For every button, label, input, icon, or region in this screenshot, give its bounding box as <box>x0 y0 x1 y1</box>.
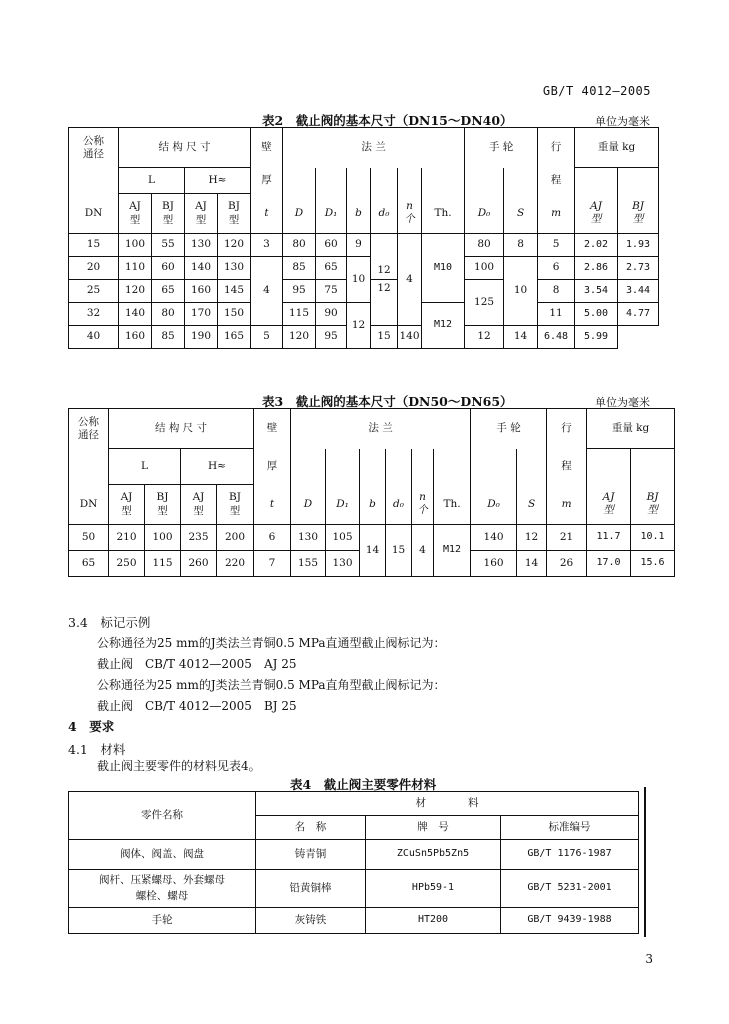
header-b: b <box>347 194 371 234</box>
value-cell: 160 <box>471 551 517 577</box>
value-cell: 2.02 <box>575 234 618 257</box>
header-stroke-3: m <box>547 485 587 525</box>
value-cell: 80 <box>283 234 316 257</box>
value-cell: M12 <box>434 525 471 577</box>
header-S: S <box>517 485 547 525</box>
page-number: 3 <box>645 952 653 966</box>
part-cell: 阀体、阀盖、阀盘 <box>69 840 256 870</box>
value-cell: 60 <box>316 234 347 257</box>
header-D0: D₀ <box>465 194 504 234</box>
dn-cell: 15 <box>69 234 119 257</box>
value-cell: 140 <box>471 525 517 551</box>
header-L-BJ: BJ 型 <box>152 194 185 234</box>
header-standard: 标准编号 <box>501 816 639 840</box>
header-flange: 法 兰 <box>291 409 471 449</box>
value-cell: 140 <box>185 257 218 280</box>
table-row <box>69 870 639 908</box>
value-cell: 6.48 <box>538 326 575 349</box>
value-cell: 95 <box>316 326 347 349</box>
header-D1: D₁ <box>316 194 347 234</box>
value-cell: 5 <box>538 234 575 257</box>
header-weight: 重量 kg <box>575 128 659 168</box>
section-4-1-heading: 4.1 材料 <box>68 742 126 757</box>
header-H-BJ: BJ 型 <box>218 194 251 234</box>
value-cell: 220 <box>217 551 254 577</box>
value-cell: M10 <box>422 234 465 303</box>
value-cell: 235 <box>181 525 217 551</box>
value-cell: 130 <box>291 525 326 551</box>
value-cell: 3.54 <box>575 280 618 303</box>
header-nominal-bore: 公称 通径 <box>69 409 109 449</box>
value-cell: 130 <box>326 551 360 577</box>
standard-cell: GB/T 5231-2001 <box>501 870 639 908</box>
header-Th: Th. <box>422 194 465 234</box>
value-cell: 4 <box>412 525 434 577</box>
section-3-4-line-1: 公称通径为25 mm的J类法兰青铜0.5 MPa直通型截止阀标记为： <box>97 636 446 650</box>
section-3-4-line-2: 截止阀 CB/T 4012—2005 AJ 25 <box>97 657 297 671</box>
value-cell: 95 <box>283 280 316 303</box>
header-weight-BJ: BJ 型 <box>618 194 659 234</box>
section-4-heading: 4 要求 <box>68 719 115 734</box>
header-handwheel: 手 轮 <box>465 128 538 168</box>
value-cell: 120 <box>218 234 251 257</box>
value-cell: 5.00 <box>575 303 618 326</box>
value-cell: 5.99 <box>575 326 618 349</box>
value-cell: 85 <box>283 257 316 280</box>
section-3-4-line-4: 截止阀 CB/T 4012—2005 BJ 25 <box>97 699 297 713</box>
section-4-1-text: 截止阀主要零件的材料见表4。 <box>97 759 261 773</box>
value-cell: 21 <box>547 525 587 551</box>
header-part-name: 零件名称 <box>69 792 256 840</box>
header-wall-3: t <box>254 485 291 525</box>
header-D: D <box>291 485 326 525</box>
header-L-BJ: BJ 型 <box>145 485 181 525</box>
value-cell: 9 <box>347 234 371 257</box>
standard-cell: GB/T 1176-1987 <box>501 840 639 870</box>
value-cell: 160 <box>185 280 218 303</box>
header-flange: 法 兰 <box>283 128 465 168</box>
table-row <box>69 908 639 934</box>
value-cell: 65 <box>316 257 347 280</box>
table2-unit: 单位为毫米 <box>595 115 650 128</box>
table3 <box>68 408 675 577</box>
value-cell: 100 <box>145 525 181 551</box>
header-wall-1: 壁 <box>251 128 283 168</box>
standard-cell: GB/T 9439-1988 <box>501 908 639 934</box>
value-cell: 260 <box>181 551 217 577</box>
dn-cell: 40 <box>69 326 119 349</box>
header-weight-AJ: AJ 型 <box>587 485 631 525</box>
header-D1: D₁ <box>326 485 360 525</box>
value-cell: 80 <box>465 234 504 257</box>
value-cell: 12 <box>371 234 398 280</box>
value-cell: 4 <box>251 257 283 326</box>
dn-cell: 65 <box>69 551 109 577</box>
table4 <box>68 791 639 934</box>
header-L-AJ: AJ 型 <box>119 194 152 234</box>
value-cell: 55 <box>152 234 185 257</box>
header-material: 材 料 <box>256 792 639 816</box>
value-cell: 250 <box>109 551 145 577</box>
header-dn: DN <box>69 485 109 525</box>
header-weight-BJ: BJ 型 <box>631 485 675 525</box>
value-cell: 210 <box>109 525 145 551</box>
dn-cell: 20 <box>69 257 119 280</box>
value-cell: 6 <box>254 525 291 551</box>
value-cell: 165 <box>218 326 251 349</box>
header-L: L <box>119 168 185 194</box>
header-D0: D₀ <box>471 485 517 525</box>
value-cell: 200 <box>217 525 254 551</box>
value-cell: 115 <box>145 551 181 577</box>
value-cell: 10 <box>504 257 538 326</box>
header-wall-2: 厚 <box>254 449 291 485</box>
value-cell: 12 <box>371 280 398 326</box>
grade-cell: HT200 <box>366 908 501 934</box>
scan-edge-line <box>644 787 646 937</box>
value-cell: 75 <box>316 280 347 303</box>
dn-cell: 50 <box>69 525 109 551</box>
value-cell: 3.44 <box>618 280 659 303</box>
header-Th: Th. <box>434 485 471 525</box>
material-name-cell: 灰铸铁 <box>256 908 366 934</box>
header-stroke-1: 行 <box>547 409 587 449</box>
header-n: n 个 <box>398 194 422 234</box>
value-cell: 130 <box>185 234 218 257</box>
header-wall-2: 厚 <box>251 168 283 194</box>
value-cell: 15.6 <box>631 551 675 577</box>
header-struct-dims: 结 构 尺 寸 <box>109 409 254 449</box>
value-cell: 14 <box>517 551 547 577</box>
section-3-4-heading: 3.4 标记示例 <box>68 615 151 630</box>
value-cell: 80 <box>152 303 185 326</box>
header-H: H≈ <box>185 168 251 194</box>
value-cell: 12 <box>347 303 371 349</box>
part-cell: 阀杆、压紧螺母、外套螺母 螺栓、螺母 <box>69 870 256 908</box>
value-cell: 140 <box>398 326 422 349</box>
value-cell: 4.77 <box>618 303 659 326</box>
table4-caption: 表4 截止阀主要零件材料 <box>290 777 437 792</box>
value-cell: 160 <box>119 326 152 349</box>
value-cell: 140 <box>119 303 152 326</box>
value-cell: M12 <box>422 303 465 349</box>
value-cell: 2.73 <box>618 257 659 280</box>
value-cell: 85 <box>152 326 185 349</box>
value-cell: 17.0 <box>587 551 631 577</box>
value-cell: 65 <box>152 280 185 303</box>
header-dn: DN <box>69 194 119 234</box>
value-cell: 100 <box>119 234 152 257</box>
value-cell: 14 <box>504 326 538 349</box>
value-cell: 155 <box>291 551 326 577</box>
value-cell: 150 <box>218 303 251 326</box>
value-cell: 11.7 <box>587 525 631 551</box>
header-L-AJ: AJ 型 <box>109 485 145 525</box>
header-stroke-2: 程 <box>547 449 587 485</box>
value-cell: 15 <box>371 326 398 349</box>
dn-cell: 25 <box>69 280 119 303</box>
table2 <box>68 127 659 349</box>
value-cell: 3 <box>251 234 283 257</box>
material-name-cell: 铅黄铜棒 <box>256 870 366 908</box>
header-handwheel: 手 轮 <box>471 409 547 449</box>
value-cell: 110 <box>119 257 152 280</box>
table3-unit: 单位为毫米 <box>595 396 650 409</box>
header-n: n 个 <box>412 485 434 525</box>
header-d0: d₀ <box>386 485 412 525</box>
part-cell: 手轮 <box>69 908 256 934</box>
value-cell: 105 <box>326 525 360 551</box>
standard-number: GB/T 4012—2005 <box>542 84 651 98</box>
header-wall-1: 壁 <box>254 409 291 449</box>
value-cell: 120 <box>283 326 316 349</box>
value-cell: 60 <box>152 257 185 280</box>
value-cell: 11 <box>538 303 575 326</box>
value-cell: 170 <box>185 303 218 326</box>
header-L: L <box>109 449 181 485</box>
value-cell: 26 <box>547 551 587 577</box>
header-D: D <box>283 194 316 234</box>
header-stroke-3: m <box>538 194 575 234</box>
value-cell: 1.93 <box>618 234 659 257</box>
value-cell: 10.1 <box>631 525 675 551</box>
header-H-AJ: AJ 型 <box>181 485 217 525</box>
value-cell: 100 <box>465 257 504 280</box>
value-cell: 190 <box>185 326 218 349</box>
header-H-BJ: BJ 型 <box>217 485 254 525</box>
header-stroke-1: 行 <box>538 128 575 168</box>
header-H: H≈ <box>181 449 254 485</box>
value-cell: 12 <box>517 525 547 551</box>
section-3-4-line-3: 公称通径为25 mm的J类法兰青铜0.5 MPa直角型截止阀标记为： <box>97 678 446 692</box>
table3-caption: 表3 截止阀的基本尺寸（DN50～DN65） <box>262 394 513 409</box>
value-cell: 90 <box>316 303 347 326</box>
value-cell: 8 <box>538 280 575 303</box>
value-cell: 6 <box>538 257 575 280</box>
header-S: S <box>504 194 538 234</box>
value-cell: 14 <box>360 525 386 577</box>
header-stroke-2: 程 <box>538 168 575 194</box>
header-grade: 牌 号 <box>366 816 501 840</box>
value-cell: 130 <box>218 257 251 280</box>
header-struct-dims: 结 构 尺 寸 <box>119 128 251 168</box>
value-cell: 8 <box>504 234 538 257</box>
value-cell: 5 <box>251 326 283 349</box>
grade-cell: HPb59-1 <box>366 870 501 908</box>
grade-cell: ZCuSn5Pb5Zn5 <box>366 840 501 870</box>
header-wall-3: t <box>251 194 283 234</box>
value-cell: 10 <box>347 257 371 303</box>
value-cell: 15 <box>386 525 412 577</box>
value-cell: 145 <box>218 280 251 303</box>
value-cell: 7 <box>254 551 291 577</box>
value-cell: 4 <box>398 234 422 326</box>
header-weight-AJ: AJ 型 <box>575 194 618 234</box>
value-cell: 120 <box>119 280 152 303</box>
value-cell: 125 <box>465 280 504 326</box>
table2-caption: 表2 截止阀的基本尺寸（DN15～DN40） <box>262 113 513 128</box>
value-cell: 115 <box>283 303 316 326</box>
header-nominal-bore: 公称 通径 <box>69 128 119 168</box>
value-cell: 12 <box>465 326 504 349</box>
header-H-AJ: AJ 型 <box>185 194 218 234</box>
dn-cell: 32 <box>69 303 119 326</box>
header-material-name: 名 称 <box>256 816 366 840</box>
header-b: b <box>360 485 386 525</box>
value-cell: 2.86 <box>575 257 618 280</box>
header-weight: 重量 kg <box>587 409 675 449</box>
material-name-cell: 铸青铜 <box>256 840 366 870</box>
header-d0: d₀ <box>371 194 398 234</box>
table-row <box>69 840 639 870</box>
